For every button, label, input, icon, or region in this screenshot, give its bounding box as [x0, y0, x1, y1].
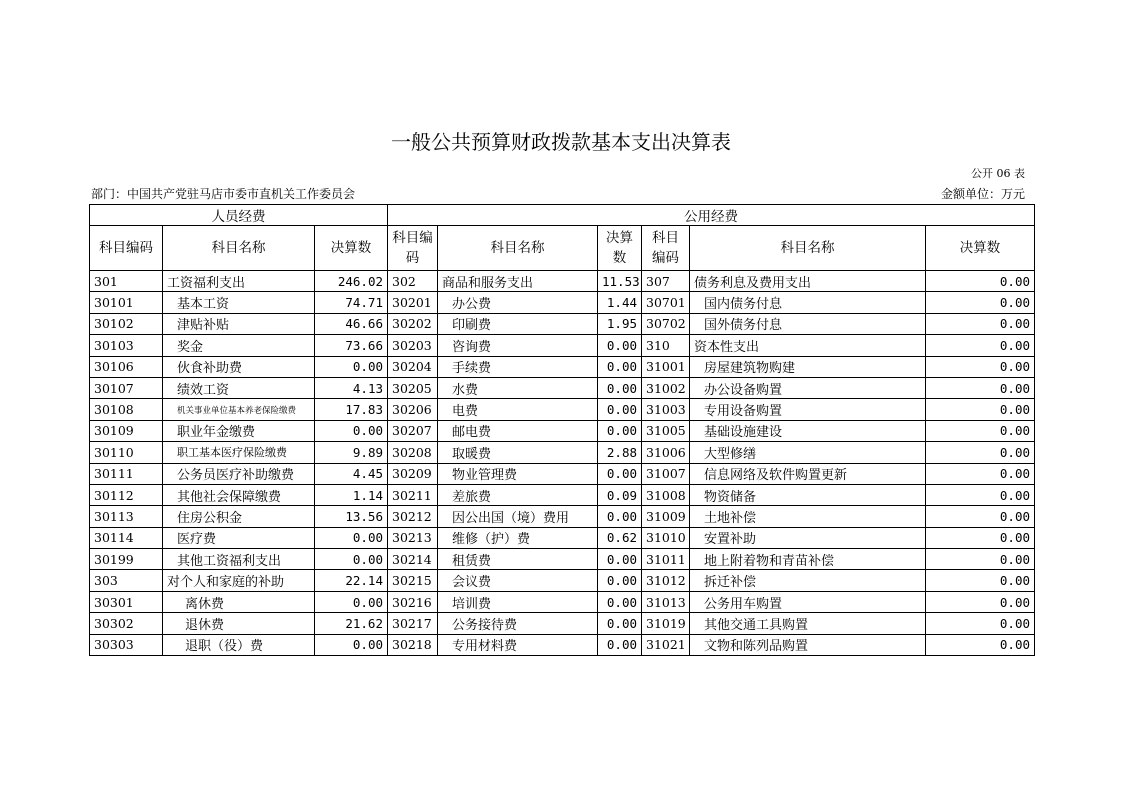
personnel-name-cell: 绩效工资 — [163, 377, 315, 398]
col-header-name: 科目名称 — [163, 226, 315, 271]
public-amount-cell: 0.00 — [926, 591, 1035, 612]
public-name-cell: 租赁费 — [438, 549, 598, 570]
public-name-cell: 差旅费 — [438, 484, 598, 505]
public-amount-cell: 0.00 — [598, 399, 642, 420]
public-code-cell: 30209 — [388, 463, 438, 484]
public-code-cell: 31003 — [642, 399, 690, 420]
public-code-cell: 30701 — [642, 292, 690, 313]
personnel-code-cell: 303 — [90, 570, 163, 591]
table-row — [90, 613, 1035, 634]
public-name-cell: 信息网络及软件购置更新 — [690, 463, 926, 484]
public-amount-cell: 0.00 — [926, 399, 1035, 420]
public-amount-cell: 0.62 — [598, 527, 642, 548]
personnel-name-cell: 公务员医疗补助缴费 — [163, 463, 315, 484]
col-header-code: 科目编码 — [90, 226, 163, 271]
personnel-name-cell: 职业年金缴费 — [163, 420, 315, 441]
public-name-cell: 土地补偿 — [690, 506, 926, 527]
public-amount-cell: 0.00 — [926, 356, 1035, 377]
personnel-name-cell: 机关事业单位基本养老保险缴费 — [163, 399, 315, 420]
group-header-personnel: 人员经费 — [90, 205, 388, 226]
public-amount-cell: 0.09 — [598, 484, 642, 505]
public-name-cell: 物资储备 — [690, 484, 926, 505]
personnel-amount-cell: 22.14 — [315, 570, 388, 591]
public-code-cell: 31009 — [642, 506, 690, 527]
table-row — [90, 356, 1035, 377]
public-name-cell: 国外债务付息 — [690, 313, 926, 334]
public-amount-cell: 0.00 — [926, 484, 1035, 505]
public-code-cell: 31008 — [642, 484, 690, 505]
table-row — [90, 634, 1035, 655]
public-code-cell: 30208 — [388, 442, 438, 463]
personnel-name-cell: 津贴补贴 — [163, 313, 315, 334]
public-code-cell: 31019 — [642, 613, 690, 634]
public-code-cell: 30203 — [388, 335, 438, 356]
public-amount-cell: 0.00 — [926, 292, 1035, 313]
public-code-cell: 31013 — [642, 591, 690, 612]
public-code-cell: 302 — [388, 271, 438, 292]
table-row — [90, 420, 1035, 441]
table-row — [90, 549, 1035, 570]
public-amount-cell: 0.00 — [598, 335, 642, 356]
personnel-name-cell: 离休费 — [163, 591, 315, 612]
public-name-cell: 邮电费 — [438, 420, 598, 441]
personnel-name-cell: 奖金 — [163, 335, 315, 356]
public-code-cell: 31021 — [642, 634, 690, 655]
table-row — [90, 484, 1035, 505]
public-code-cell: 30206 — [388, 399, 438, 420]
personnel-name-cell: 退职（役）费 — [163, 634, 315, 655]
col-header-code: 科目编码 — [642, 226, 690, 271]
public-amount-cell: 0.00 — [926, 335, 1035, 356]
public-name-cell: 债务利息及费用支出 — [690, 271, 926, 292]
public-name-cell: 办公费 — [438, 292, 598, 313]
personnel-amount-cell: 73.66 — [315, 335, 388, 356]
public-name-cell: 印刷费 — [438, 313, 598, 334]
personnel-amount-cell: 9.89 — [315, 442, 388, 463]
group-header-row — [90, 205, 1035, 226]
public-amount-cell: 0.00 — [926, 420, 1035, 441]
public-code-cell: 30216 — [388, 591, 438, 612]
public-amount-cell: 0.00 — [598, 356, 642, 377]
public-amount-cell: 0.00 — [926, 271, 1035, 292]
public-name-cell: 商品和服务支出 — [438, 271, 598, 292]
personnel-name-cell: 医疗费 — [163, 527, 315, 548]
personnel-name-cell: 其他工资福利支出 — [163, 549, 315, 570]
public-amount-cell: 2.88 — [598, 442, 642, 463]
personnel-code-cell: 30113 — [90, 506, 163, 527]
personnel-code-cell: 30303 — [90, 634, 163, 655]
public-amount-cell: 0.00 — [598, 591, 642, 612]
public-amount-cell: 0.00 — [926, 527, 1035, 548]
col-header-code: 科目编码 — [388, 226, 438, 271]
public-code-cell: 30201 — [388, 292, 438, 313]
public-amount-cell: 0.00 — [598, 570, 642, 591]
public-code-cell: 30211 — [388, 484, 438, 505]
personnel-amount-cell: 0.00 — [315, 420, 388, 441]
public-name-cell: 安置补助 — [690, 527, 926, 548]
public-code-cell: 31010 — [642, 527, 690, 548]
public-code-cell: 30215 — [388, 570, 438, 591]
personnel-code-cell: 30101 — [90, 292, 163, 313]
personnel-amount-cell: 21.62 — [315, 613, 388, 634]
public-name-cell: 国内债务付息 — [690, 292, 926, 313]
public-amount-cell: 0.00 — [926, 570, 1035, 591]
public-name-cell: 水费 — [438, 377, 598, 398]
personnel-amount-cell: 246.02 — [315, 271, 388, 292]
table-row — [90, 335, 1035, 356]
personnel-name-cell: 工资福利支出 — [163, 271, 315, 292]
public-code-cell: 30204 — [388, 356, 438, 377]
table-row — [90, 570, 1035, 591]
public-name-cell: 基础设施建设 — [690, 420, 926, 441]
public-amount-cell: 0.00 — [926, 377, 1035, 398]
personnel-amount-cell: 4.13 — [315, 377, 388, 398]
table-row — [90, 399, 1035, 420]
column-header-row — [90, 226, 1035, 271]
personnel-code-cell: 30302 — [90, 613, 163, 634]
public-code-cell: 310 — [642, 335, 690, 356]
table-row — [90, 377, 1035, 398]
public-amount-cell: 0.00 — [926, 506, 1035, 527]
public-amount-cell: 0.00 — [926, 463, 1035, 484]
personnel-name-cell: 基本工资 — [163, 292, 315, 313]
col-header-name: 科目名称 — [438, 226, 598, 271]
public-amount-cell: 0.00 — [926, 442, 1035, 463]
personnel-amount-cell: 0.00 — [315, 527, 388, 548]
form-number: 公开 06 表 — [971, 167, 1025, 180]
public-code-cell: 30214 — [388, 549, 438, 570]
personnel-code-cell: 30106 — [90, 356, 163, 377]
public-amount-cell: 0.00 — [598, 634, 642, 655]
personnel-amount-cell: 4.45 — [315, 463, 388, 484]
public-amount-cell: 0.00 — [598, 506, 642, 527]
public-amount-cell: 11.53 — [598, 271, 642, 292]
public-name-cell: 文物和陈列品购置 — [690, 634, 926, 655]
personnel-code-cell: 30111 — [90, 463, 163, 484]
public-amount-cell: 0.00 — [926, 313, 1035, 334]
public-code-cell: 31012 — [642, 570, 690, 591]
public-name-cell: 因公出国（境）费用 — [438, 506, 598, 527]
personnel-name-cell: 住房公积金 — [163, 506, 315, 527]
public-amount-cell: 0.00 — [926, 634, 1035, 655]
public-name-cell: 取暖费 — [438, 442, 598, 463]
public-name-cell: 手续费 — [438, 356, 598, 377]
personnel-amount-cell: 46.66 — [315, 313, 388, 334]
expenditure-table — [89, 204, 1035, 656]
public-code-cell: 31001 — [642, 356, 690, 377]
public-name-cell: 咨询费 — [438, 335, 598, 356]
public-name-cell: 公务接待费 — [438, 613, 598, 634]
personnel-amount-cell: 17.83 — [315, 399, 388, 420]
public-amount-cell: 0.00 — [598, 613, 642, 634]
public-code-cell: 30217 — [388, 613, 438, 634]
personnel-amount-cell: 0.00 — [315, 549, 388, 570]
public-name-cell: 大型修缮 — [690, 442, 926, 463]
personnel-name-cell: 对个人和家庭的补助 — [163, 570, 315, 591]
public-code-cell: 31005 — [642, 420, 690, 441]
personnel-code-cell: 30301 — [90, 591, 163, 612]
personnel-code-cell: 30114 — [90, 527, 163, 548]
public-code-cell: 30218 — [388, 634, 438, 655]
personnel-code-cell: 30112 — [90, 484, 163, 505]
public-code-cell: 307 — [642, 271, 690, 292]
personnel-code-cell: 301 — [90, 271, 163, 292]
personnel-amount-cell: 13.56 — [315, 506, 388, 527]
department-label: 部门：中国共产党驻马店市委市直机关工作委员会 — [91, 187, 356, 201]
public-name-cell: 拆迁补偿 — [690, 570, 926, 591]
personnel-code-cell: 30110 — [90, 442, 163, 463]
amount-unit-label: 金额单位：万元 — [940, 187, 1025, 201]
table-row — [90, 527, 1035, 548]
personnel-code-cell: 30199 — [90, 549, 163, 570]
public-code-cell: 31011 — [642, 549, 690, 570]
public-amount-cell: 0.00 — [926, 549, 1035, 570]
personnel-amount-cell: 0.00 — [315, 634, 388, 655]
public-name-cell: 资本性支出 — [690, 335, 926, 356]
report-title: 一般公共预算财政拨款基本支出决算表 — [391, 130, 731, 154]
public-code-cell: 31007 — [642, 463, 690, 484]
public-amount-cell: 1.95 — [598, 313, 642, 334]
table-row — [90, 506, 1035, 527]
personnel-code-cell: 30103 — [90, 335, 163, 356]
public-code-cell: 30207 — [388, 420, 438, 441]
public-code-cell: 31002 — [642, 377, 690, 398]
table-row — [90, 313, 1035, 334]
personnel-code-cell: 30108 — [90, 399, 163, 420]
public-name-cell: 办公设备购置 — [690, 377, 926, 398]
public-name-cell: 专用设备购置 — [690, 399, 926, 420]
personnel-name-cell: 退休费 — [163, 613, 315, 634]
personnel-code-cell: 30102 — [90, 313, 163, 334]
public-code-cell: 30205 — [388, 377, 438, 398]
table-body — [90, 271, 1035, 656]
public-code-cell: 30702 — [642, 313, 690, 334]
public-amount-cell: 0.00 — [926, 613, 1035, 634]
public-name-cell: 电费 — [438, 399, 598, 420]
table-row — [90, 463, 1035, 484]
table-row — [90, 442, 1035, 463]
public-name-cell: 会议费 — [438, 570, 598, 591]
public-name-cell: 培训费 — [438, 591, 598, 612]
public-code-cell: 30213 — [388, 527, 438, 548]
personnel-code-cell: 30107 — [90, 377, 163, 398]
personnel-name-cell: 其他社会保障缴费 — [163, 484, 315, 505]
public-name-cell: 物业管理费 — [438, 463, 598, 484]
personnel-amount-cell: 74.71 — [315, 292, 388, 313]
public-name-cell: 地上附着物和青苗补偿 — [690, 549, 926, 570]
public-amount-cell: 1.44 — [598, 292, 642, 313]
table-row — [90, 271, 1035, 292]
personnel-name-cell: 职工基本医疗保险缴费 — [163, 442, 315, 463]
col-header-amount: 决算数 — [598, 226, 642, 271]
public-name-cell: 其他交通工具购置 — [690, 613, 926, 634]
personnel-amount-cell: 1.14 — [315, 484, 388, 505]
personnel-amount-cell: 0.00 — [315, 356, 388, 377]
public-amount-cell: 0.00 — [598, 549, 642, 570]
col-header-name: 科目名称 — [690, 226, 926, 271]
group-header-public: 公用经费 — [388, 205, 1035, 226]
personnel-code-cell: 30109 — [90, 420, 163, 441]
public-code-cell: 31006 — [642, 442, 690, 463]
personnel-name-cell: 伙食补助费 — [163, 356, 315, 377]
public-name-cell: 公务用车购置 — [690, 591, 926, 612]
table-row — [90, 591, 1035, 612]
public-amount-cell: 0.00 — [598, 463, 642, 484]
public-code-cell: 30202 — [388, 313, 438, 334]
public-amount-cell: 0.00 — [598, 420, 642, 441]
public-code-cell: 30212 — [388, 506, 438, 527]
public-name-cell: 专用材料费 — [438, 634, 598, 655]
personnel-amount-cell: 0.00 — [315, 591, 388, 612]
table-row — [90, 292, 1035, 313]
col-header-amount: 决算数 — [926, 226, 1035, 271]
public-name-cell: 房屋建筑物购建 — [690, 356, 926, 377]
public-name-cell: 维修（护）费 — [438, 527, 598, 548]
col-header-amount: 决算数 — [315, 226, 388, 271]
public-amount-cell: 0.00 — [598, 377, 642, 398]
